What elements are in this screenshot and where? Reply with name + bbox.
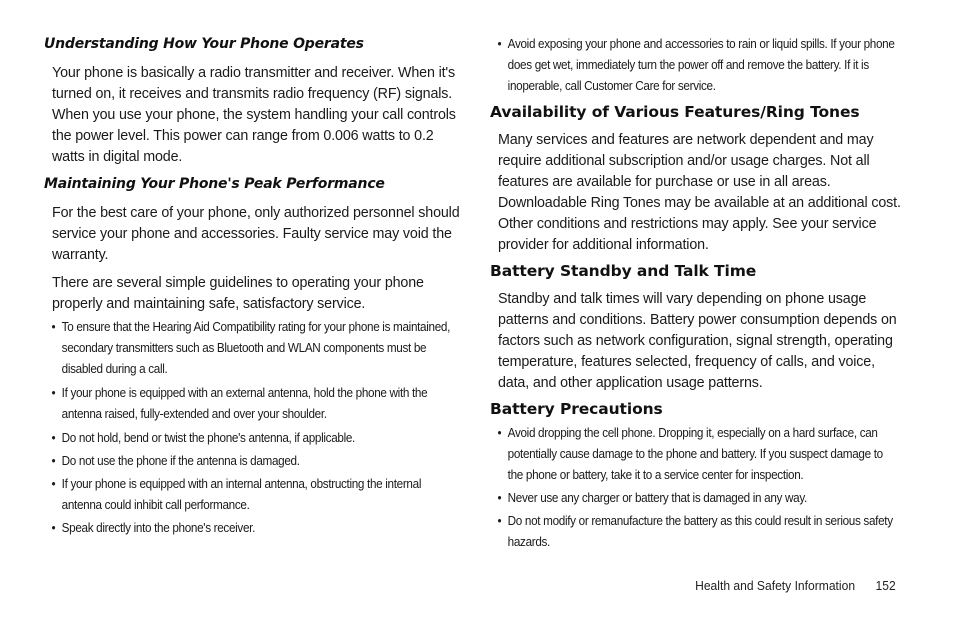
list-item: • Avoid exposing your phone and accessories to rain or liquid spills. If your phone does get wet, immediately turn the power off and remove the battery. If it is inoperable, call Customer Care for service.	[490, 34, 901, 97]
page-footer	[695, 578, 896, 593]
list-item: • Speak directly into the phone's receiver.	[44, 518, 452, 539]
paragraph-guidelines: There are several simple guidelines to operating your phone properly and maintaining safe, satisfactory service.	[52, 275, 424, 312]
list-item: • To ensure that the Hearing Aid Compatibility rating for your phone is maintained, secondary transmitters such as Bluetooth and WLAN components must be disabled during a call.	[44, 317, 452, 380]
paragraph-features: Many services and features are network dependent and may require additional subscription and/or usage charges. Not all features are available for purchase or use in all areas. Downloadable Ring Tones may be available at an additional cost. Other conditions and restrictions may apply. See your service provider for additional information.	[498, 132, 901, 253]
left-bullet-list	[44, 317, 451, 539]
list-item: • Avoid dropping the cell phone. Dropping it, especially on a hard surface, can potentially cause damage to the phone and battery. If you suspect damage to the phone or battery, take it to a service center for inspection.	[490, 423, 901, 486]
list-item: • Do not modify or remanufacture the battery as this could result in serious safety hazards.	[490, 511, 901, 553]
page-number: 152	[875, 578, 896, 593]
heading-battery-precautions: Battery Precautions	[490, 400, 663, 418]
right-top-bullet-list	[490, 34, 895, 97]
subheading-how-phone-operates: Understanding How Your Phone Operates	[44, 36, 364, 52]
list-item: • If your phone is equipped with an external antenna, hold the phone with the antenna raised, fully-extended and over your shoulder.	[44, 383, 452, 425]
paragraph-phone-operates: Your phone is basically a radio transmitter and receiver. When it's turned on, it receives and transmits radio frequency (RF) signals. When you use your phone, the system handling your call controls the power level. This power can range from 0.006 watts to 0.2 watts in digital mode.	[52, 65, 456, 165]
right-bullet-list	[490, 423, 893, 553]
list-item: • If your phone is equipped with an internal antenna, obstructing the internal antenna could inhibit call performance.	[44, 474, 452, 516]
list-item: • Never use any charger or battery that is damaged in any way.	[490, 488, 901, 509]
paragraph-authorized-service: For the best care of your phone, only authorized personnel should service your phone and accessories. Faulty service may void the warranty.	[52, 205, 460, 263]
list-item: • Do not use the phone if the antenna is damaged.	[44, 451, 452, 472]
heading-features-ring-tones: Availability of Various Features/Ring Tones	[490, 103, 860, 121]
footer-section-title: Health and Safety Information	[695, 578, 856, 593]
paragraph-standby: Standby and talk times will vary depending on phone usage patterns and conditions. Battery power consumption depends on factors such as network configuration, signal strength, operating temperature, features selected, frequency of calls, and voice, data, and other application usage patterns.	[498, 291, 897, 391]
list-item: • Do not hold, bend or twist the phone's antenna, if applicable.	[44, 428, 452, 449]
heading-standby-talk-time: Battery Standby and Talk Time	[490, 262, 757, 280]
subheading-peak-performance: Maintaining Your Phone's Peak Performance	[44, 176, 385, 192]
